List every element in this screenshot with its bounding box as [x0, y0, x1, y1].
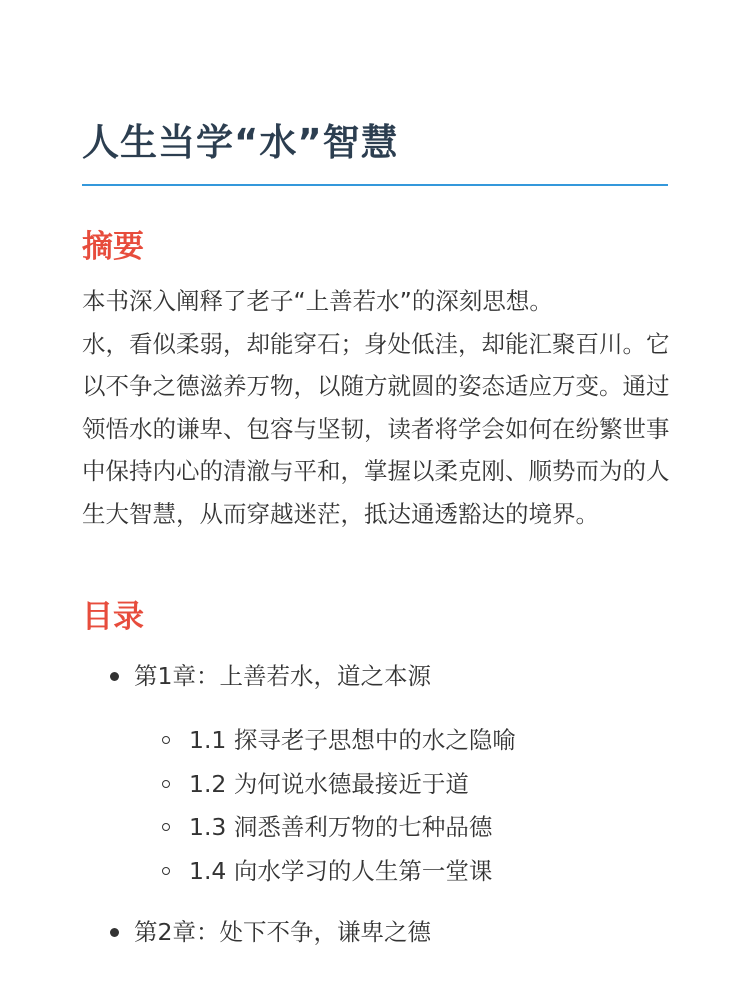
hollow-bullet-icon: [162, 867, 170, 875]
hollow-bullet-icon: [162, 823, 170, 831]
hollow-bullet-icon: [162, 780, 170, 788]
toc-section: [134, 806, 668, 850]
chapter-1-sections: [134, 719, 668, 893]
abstract-body: [82, 280, 672, 535]
toc-section: [134, 763, 668, 807]
abstract-paragraph: 水，看似柔弱，却能穿石；身处低洼，却能汇聚百川。它以不争之德滋养万物，以随方就圆的姿态适应万变。通过领悟水的谦卑、包容与坚韧，读者将学会如何在纷繁世事中保持内心的清澈与平和，掌握以柔克刚、顺势而为的人生大智慧，从而穿越迷茫，抵达通透豁达的境界。: [82, 329, 670, 528]
toc-heading: 目录: [82, 599, 144, 635]
toc-chapter-1: [82, 655, 668, 893]
hollow-bullet-icon: [162, 736, 170, 744]
table-of-contents: [82, 655, 668, 953]
toc-chapter-2: [82, 911, 668, 953]
section-title: 1.2 为何说水德最接近于道: [189, 769, 469, 798]
page-title: 人生当学“水”智慧: [82, 121, 399, 164]
title-divider: [82, 184, 668, 186]
abstract-heading: 摘要: [82, 229, 144, 265]
toc-section: [134, 719, 668, 763]
section-title: 1.4 向水学习的人生第一堂课: [189, 856, 493, 885]
bullet-icon: [110, 928, 119, 937]
abstract-paragraph: 本书深入阐释了老子“上善若水”的深刻思想。: [82, 287, 553, 315]
section-title: 1.1 探寻老子思想中的水之隐喻: [189, 726, 516, 754]
chapter-title: 第1章：上善若水，道之本源: [134, 662, 431, 690]
chapter-title: 第2章：处下不争，谦卑之德: [134, 918, 431, 946]
section-title: 1.3 洞悉善利万物的七种品德: [189, 813, 493, 841]
bullet-icon: [110, 672, 119, 681]
toc-section: [134, 850, 668, 894]
